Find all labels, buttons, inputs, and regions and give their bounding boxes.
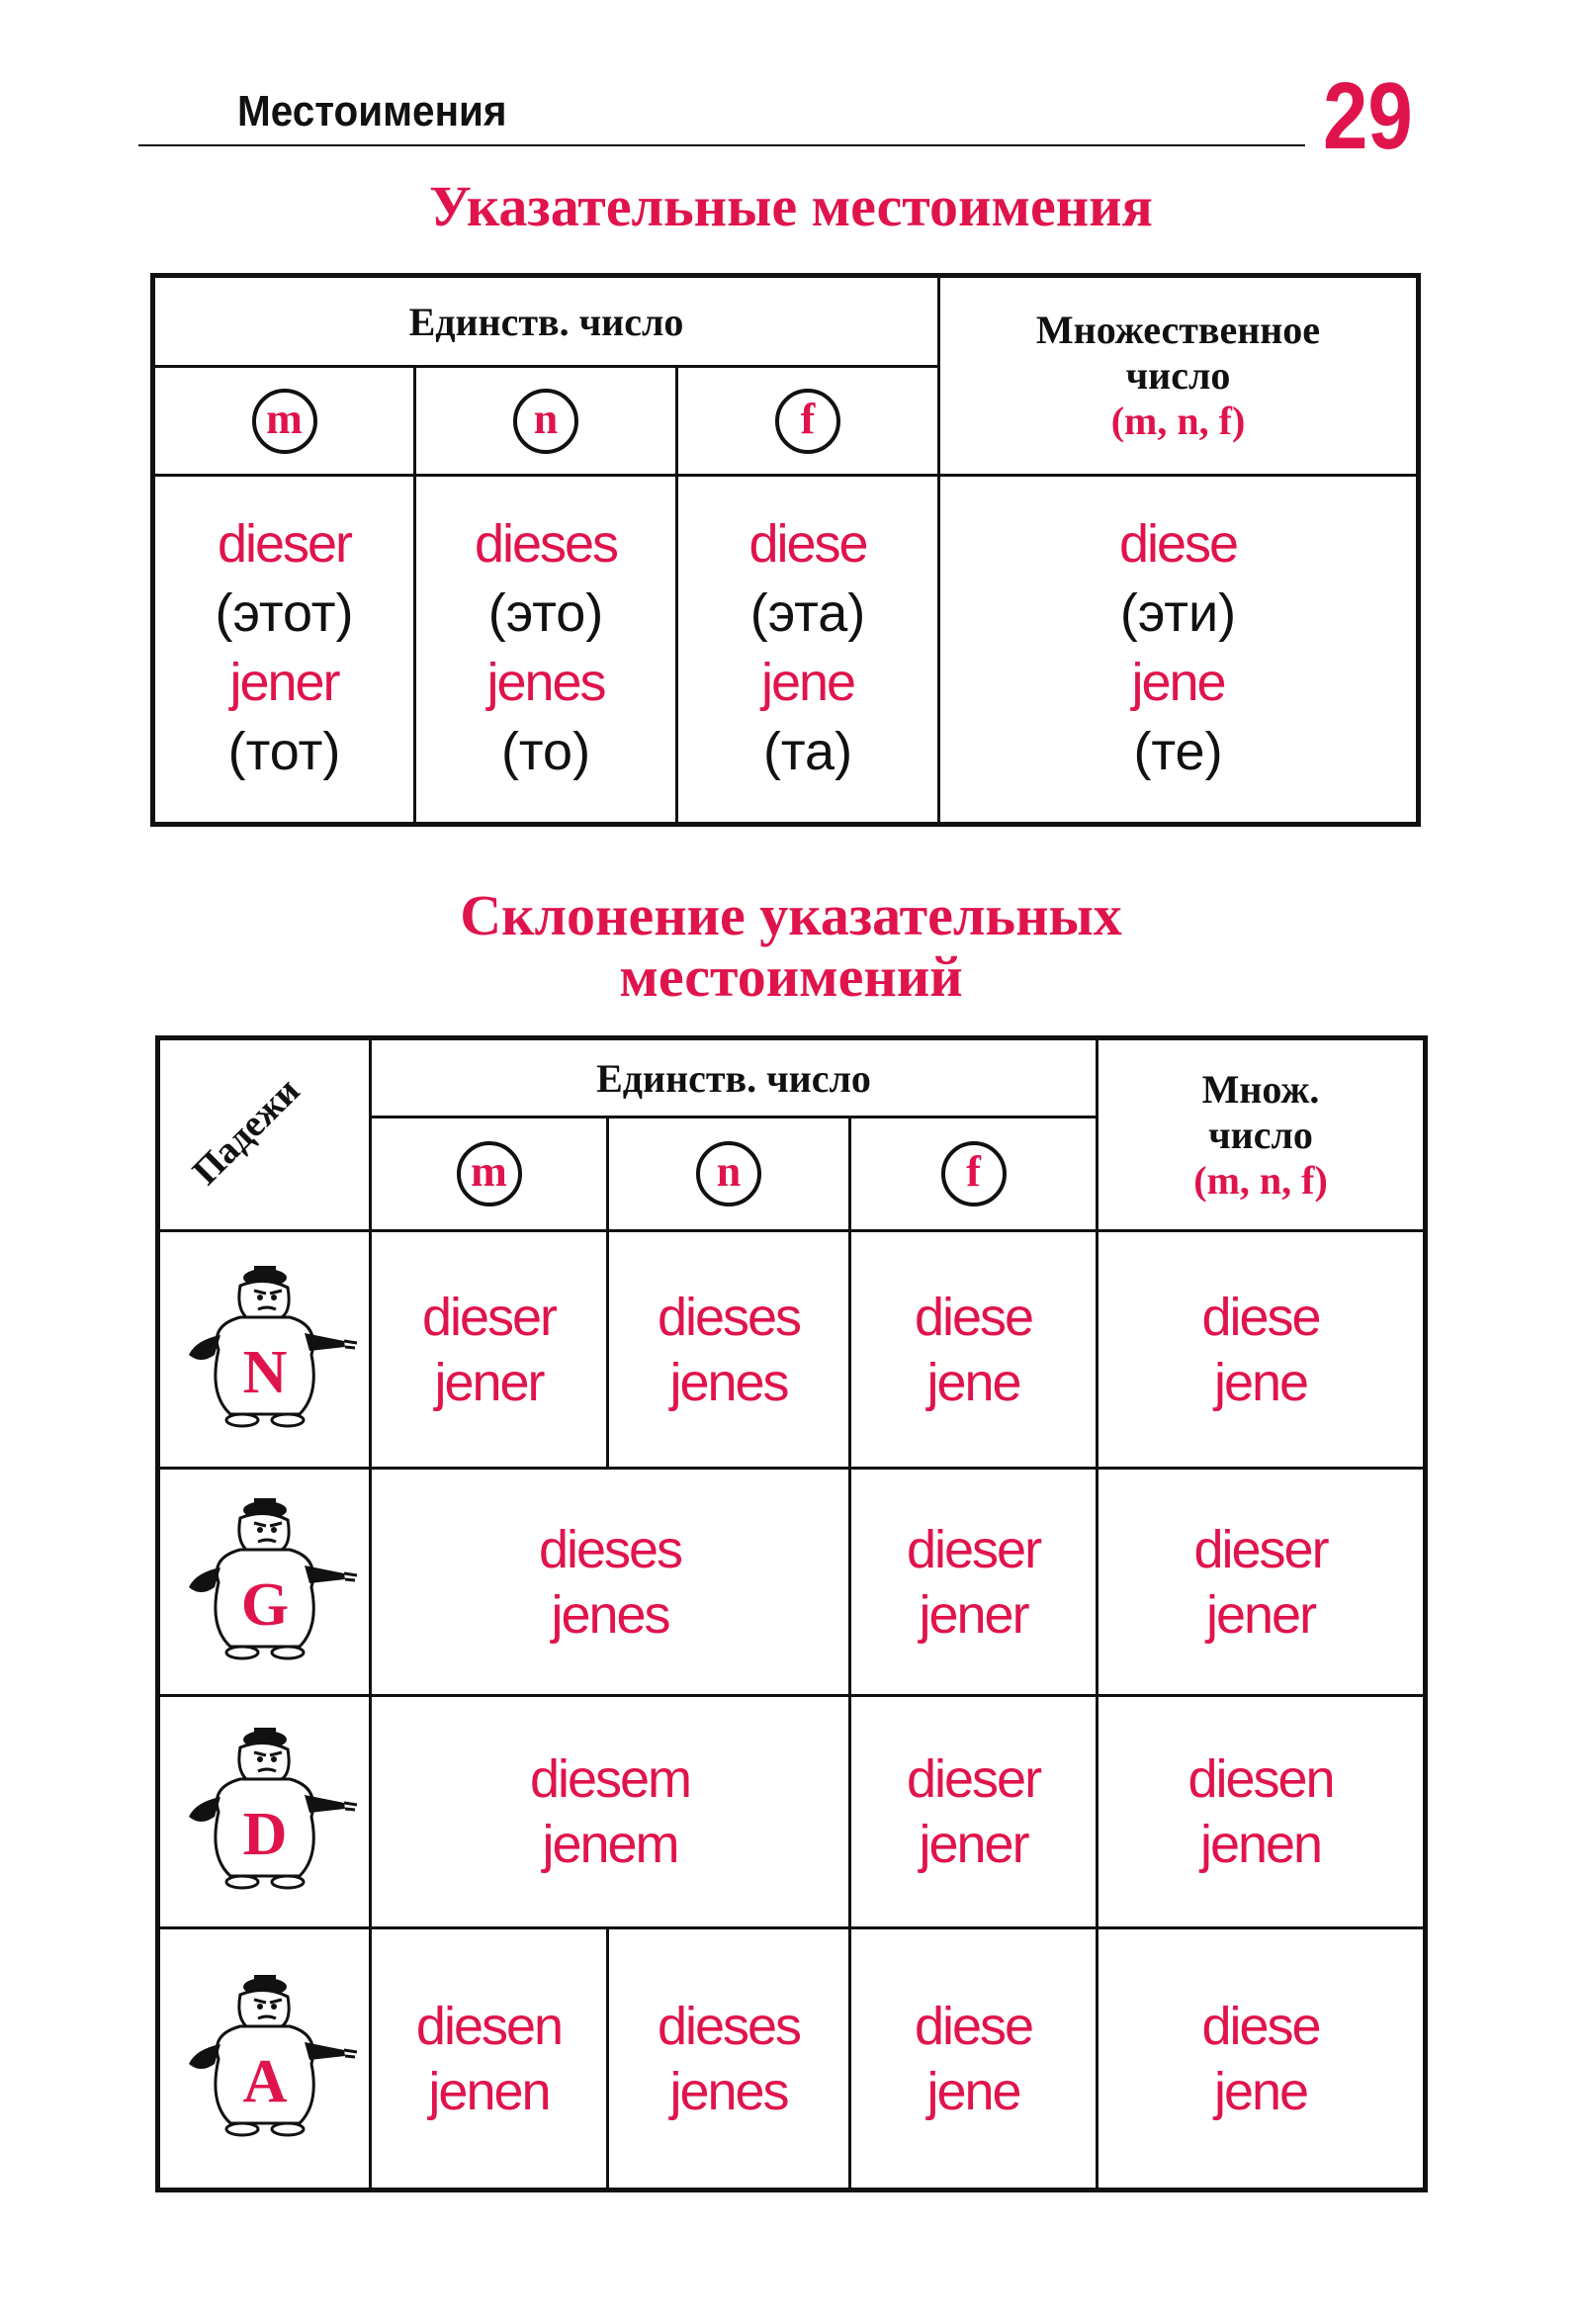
word: diese xyxy=(1201,1287,1320,1347)
word: jenen xyxy=(1199,1815,1322,1874)
section1-title: Указательные местоимения xyxy=(429,174,1153,238)
nominative-figure-icon xyxy=(171,1256,359,1444)
word: dieses xyxy=(657,1287,801,1347)
word: jener xyxy=(919,1815,1028,1874)
plural-header-genders: (m, n, f) xyxy=(1110,399,1246,443)
gen-f-cell xyxy=(850,1469,1098,1696)
acc-m-cell xyxy=(371,1928,608,2190)
word: dieser xyxy=(906,1519,1041,1579)
gen-pl-cell xyxy=(1098,1469,1426,1696)
dative-figure-icon xyxy=(171,1718,359,1906)
gender-n-cell xyxy=(415,367,677,476)
gender-m-cell xyxy=(153,367,415,476)
translation: (тот) xyxy=(227,721,341,781)
case-d-cell xyxy=(158,1696,371,1928)
plural-header-line2: число xyxy=(1125,353,1231,398)
gender-f-cell xyxy=(677,367,939,476)
word: jene xyxy=(760,652,855,712)
chapter-title: Местоимения xyxy=(237,87,507,135)
case-a-cell xyxy=(158,1928,371,2190)
plural-header-line2: число xyxy=(1208,1112,1313,1157)
case-letter: N xyxy=(242,1338,287,1406)
word: dieses xyxy=(538,1519,682,1579)
page-number: 29 xyxy=(1323,63,1413,169)
demonstrative-pronouns-table xyxy=(150,273,1421,827)
genitive-figure-icon xyxy=(171,1488,359,1676)
word: diese xyxy=(914,1996,1033,2056)
word: jener xyxy=(229,652,339,712)
translation: (эти) xyxy=(1119,582,1237,643)
gender-m-cell xyxy=(371,1117,608,1231)
word: jene xyxy=(1131,652,1225,712)
gender-m-badge: m xyxy=(252,389,317,454)
word: diese xyxy=(914,1287,1033,1347)
translation: (те) xyxy=(1133,721,1223,781)
gender-n-cell xyxy=(608,1117,850,1231)
plural-header-genders: (m, n, f) xyxy=(1193,1157,1328,1203)
word: dieser xyxy=(906,1749,1041,1809)
gender-m-badge: m xyxy=(457,1141,522,1207)
word: jene xyxy=(926,2061,1020,2121)
nom-pl-cell xyxy=(1098,1231,1426,1469)
word: diese xyxy=(748,513,867,574)
accusative-figure-icon xyxy=(171,1965,359,2153)
word: jenem xyxy=(542,1815,678,1874)
acc-f-cell xyxy=(850,1928,1098,2190)
nom-n-cell xyxy=(608,1231,850,1469)
word: diesen xyxy=(1187,1749,1334,1809)
case-n-cell xyxy=(158,1231,371,1469)
word: dieser xyxy=(1193,1519,1328,1579)
word: diese xyxy=(1201,1996,1320,2056)
gender-f-cell xyxy=(850,1117,1098,1231)
plural-header-line1: Множественное xyxy=(1035,308,1321,352)
dat-mn-cell xyxy=(371,1696,850,1928)
header-rule xyxy=(138,144,1305,146)
plural-header xyxy=(939,276,1419,476)
declension-table xyxy=(155,1035,1428,2192)
word: jenes xyxy=(486,652,605,712)
singular-header: Единств. число xyxy=(153,276,939,367)
plural-header xyxy=(1098,1038,1426,1231)
plural-header-line1: Множ. xyxy=(1201,1066,1320,1112)
word: jene xyxy=(1213,2061,1308,2121)
word: dieses xyxy=(474,513,618,574)
word: jener xyxy=(1205,1584,1316,1645)
cases-header: Падежи xyxy=(184,1069,308,1194)
section2-title-line1: Склонение указательных xyxy=(460,883,1122,947)
gender-f-badge: f xyxy=(941,1141,1007,1207)
case-letter: D xyxy=(242,1801,287,1868)
word: dieser xyxy=(217,513,352,574)
singular-header: Единств. число xyxy=(371,1038,1098,1117)
word: jenen xyxy=(428,2061,550,2121)
word: jene xyxy=(1213,1352,1308,1412)
translation: (та) xyxy=(762,721,853,781)
section2-title xyxy=(0,885,1582,1008)
cases-header-cell xyxy=(158,1038,371,1231)
gender-n-badge: n xyxy=(513,389,578,454)
word: diese xyxy=(1118,513,1238,574)
word: jenes xyxy=(669,1352,788,1412)
word: jenes xyxy=(551,1584,669,1645)
masculine-forms-cell xyxy=(153,476,415,825)
translation: (этот) xyxy=(215,582,354,643)
feminine-forms-cell xyxy=(677,476,939,825)
nom-m-cell xyxy=(371,1231,608,1469)
case-g-cell xyxy=(158,1469,371,1696)
case-letter: A xyxy=(242,2047,287,2115)
word: jener xyxy=(919,1584,1028,1645)
dat-f-cell xyxy=(850,1696,1098,1928)
gender-f-badge: f xyxy=(775,389,840,454)
acc-n-cell xyxy=(608,1928,850,2190)
dat-pl-cell xyxy=(1098,1696,1426,1928)
word: diesen xyxy=(415,1996,563,2056)
word: jenes xyxy=(669,2061,788,2121)
translation: (то) xyxy=(500,721,591,781)
gender-n-badge: n xyxy=(696,1141,761,1207)
case-letter: G xyxy=(240,1570,289,1639)
nom-f-cell xyxy=(850,1231,1098,1469)
translation: (эта) xyxy=(749,582,866,643)
word: dieses xyxy=(657,1996,801,2056)
neuter-forms-cell xyxy=(415,476,677,825)
word: jener xyxy=(434,1352,544,1412)
word: diesem xyxy=(529,1749,691,1809)
word: jene xyxy=(926,1352,1020,1412)
acc-pl-cell xyxy=(1098,1928,1426,2190)
word: dieser xyxy=(421,1287,557,1347)
plural-forms-cell xyxy=(939,476,1419,825)
translation: (это) xyxy=(487,582,604,643)
section2-title-line2: местоимений xyxy=(619,944,963,1009)
gen-mn-cell xyxy=(371,1469,850,1696)
